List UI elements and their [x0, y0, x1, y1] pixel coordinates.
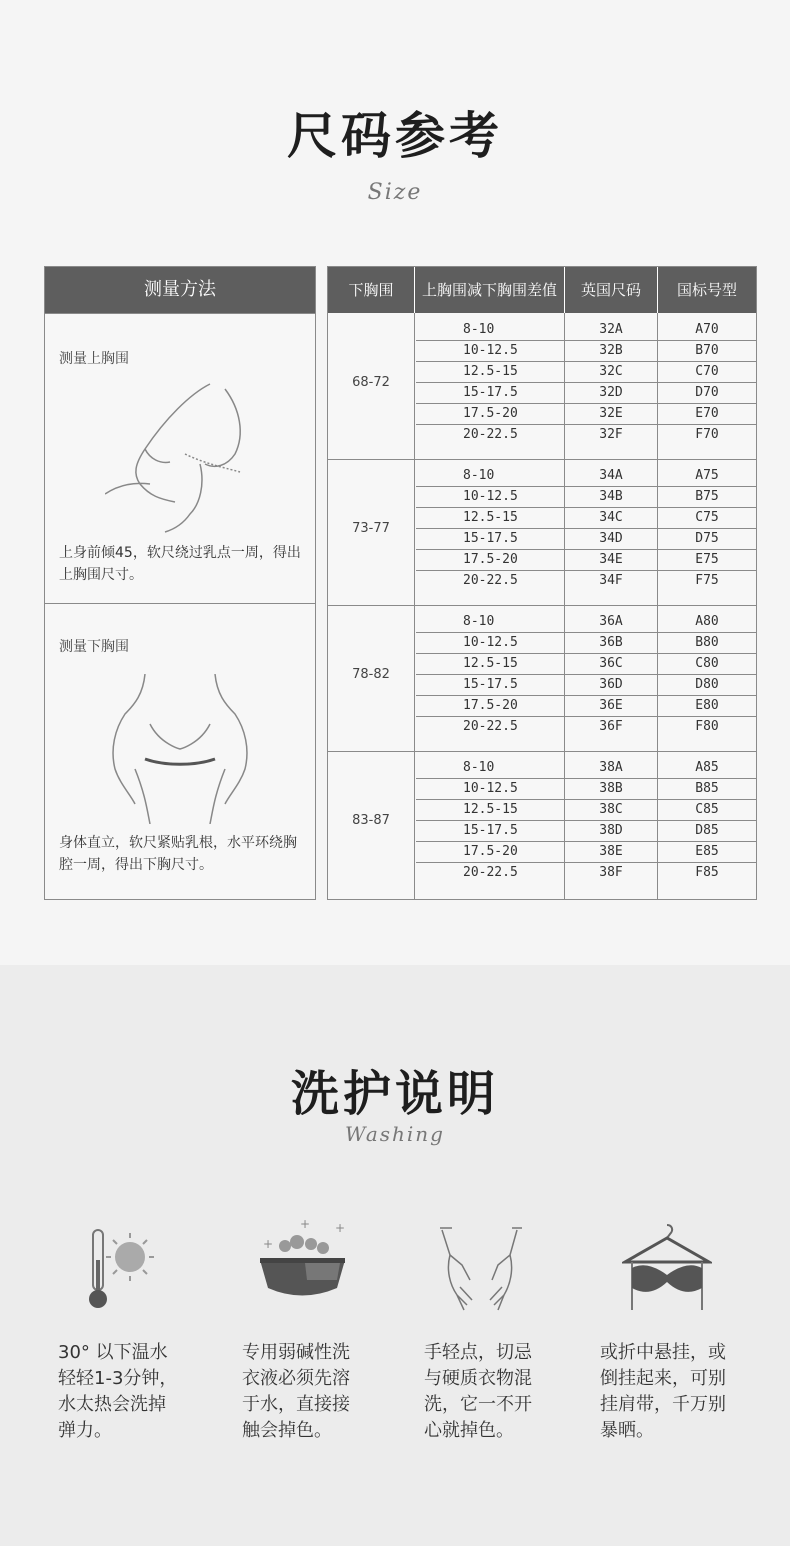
cn-size-cell: A85 [695, 760, 719, 775]
wash-item-water: 30° 以下温水 轻轻1-3分钟， 水太热会洗掉 弹力。 [58, 1342, 178, 1441]
uk-size-cell: 38C [599, 802, 623, 817]
header-uk-size: 英国尺码 [565, 267, 657, 313]
difference-cell: 17.5-20 [463, 844, 518, 859]
uk-size-cell: 32E [599, 406, 623, 421]
upper-bust-figure-icon [105, 374, 255, 534]
lower-bust-figure-icon [105, 674, 255, 824]
uk-size-cell: 34E [599, 552, 623, 567]
measure-upper-desc: 上身前倾45，软尺绕过乳点一周，得出上胸围尺寸。 [59, 545, 301, 583]
difference-cell: 12.5-15 [463, 364, 518, 379]
difference-cell: 8-10 [463, 468, 495, 483]
uk-size-cell: 32C [599, 364, 623, 379]
measure-lower-label: 测量下胸围 [59, 639, 129, 655]
svg-text:+: + [300, 1218, 311, 1231]
cn-size-cell: F80 [695, 719, 719, 734]
wash-item-detergent: 专用弱碱性洗 衣液必须先溶 于水，直接接 触会掉色。 [242, 1342, 350, 1441]
cn-size-cell: C80 [695, 656, 719, 671]
uk-size-cell: 38F [599, 865, 623, 880]
measure-header: 测量方法 [45, 267, 315, 313]
difference-cell: 15-17.5 [463, 531, 518, 546]
wash-basin-icon [255, 1218, 350, 1308]
cn-size-cell: F75 [695, 573, 719, 588]
difference-cell: 15-17.5 [463, 677, 518, 692]
under-bust-range: 68-72 [352, 375, 390, 390]
size-title: 尺码参考 [287, 107, 503, 165]
cn-size-cell: A75 [695, 468, 719, 483]
under-bust-range: 83-87 [352, 813, 390, 828]
measure-lower-cell [45, 603, 315, 900]
difference-cell: 20-22.5 [463, 865, 518, 880]
uk-size-cell: 38D [599, 823, 623, 838]
difference-cell: 17.5-20 [463, 406, 518, 421]
uk-size-cell: 36C [599, 656, 623, 671]
under-bust-range: 78-82 [352, 667, 390, 682]
measure-lower-desc: 身体直立，软尺紧贴乳根，水平环绕胸腔一周，得出下胸尺寸。 [59, 835, 297, 873]
difference-cell: 8-10 [463, 614, 495, 629]
uk-size-cell: 32F [599, 427, 623, 442]
svg-text:+: + [335, 1221, 346, 1235]
difference-cell: 17.5-20 [463, 552, 518, 567]
difference-cell: 17.5-20 [463, 698, 518, 713]
cn-size-cell: E80 [695, 698, 719, 713]
uk-size-cell: 34F [599, 573, 623, 588]
difference-cell: 20-22.5 [463, 427, 518, 442]
cn-size-cell: C70 [695, 364, 719, 379]
cn-size-cell: B75 [695, 489, 719, 504]
uk-size-cell: 32A [599, 322, 623, 337]
cn-size-cell: A80 [695, 614, 719, 629]
uk-size-cell: 36D [599, 677, 623, 692]
cn-size-cell: D85 [695, 823, 719, 838]
uk-size-cell: 38A [599, 760, 623, 775]
uk-size-cell: 36A [599, 614, 623, 629]
wash-item-handwash: 手轻点，切忌 与硬质衣物混 洗，它一不开 心就掉色。 [424, 1342, 532, 1441]
difference-cell: 12.5-15 [463, 510, 518, 525]
under-bust-range: 73-77 [352, 521, 390, 536]
cn-size-cell: B70 [695, 343, 719, 358]
difference-cell: 10-12.5 [463, 635, 518, 650]
size-table [327, 266, 757, 900]
wash-subtitle: Washing [345, 1122, 445, 1146]
uk-size-cell: 36F [599, 719, 623, 734]
uk-size-cell: 34D [599, 531, 623, 546]
cn-size-cell: F85 [695, 865, 719, 880]
measure-table [44, 266, 316, 900]
header-difference: 上胸围减下胸围差值 [415, 267, 564, 313]
cn-size-cell: C85 [695, 802, 719, 817]
cn-size-cell: E75 [695, 552, 719, 567]
cn-size-cell: E70 [695, 406, 719, 421]
difference-cell: 12.5-15 [463, 656, 518, 671]
svg-text:+: + [263, 1237, 274, 1251]
size-subtitle: Size [367, 180, 423, 205]
uk-size-cell: 36E [599, 698, 623, 713]
cn-size-cell: B80 [695, 635, 719, 650]
hands-icon [432, 1225, 532, 1320]
thermometer-sun-icon [85, 1225, 165, 1315]
uk-size-cell: 36B [599, 635, 623, 650]
cn-size-cell: B85 [695, 781, 719, 796]
header-cn-size: 国标号型 [658, 267, 756, 313]
difference-cell: 20-22.5 [463, 573, 518, 588]
uk-size-cell: 34A [599, 468, 623, 483]
wash-title: 洗护说明 [290, 1066, 499, 1122]
cn-size-cell: D80 [695, 677, 719, 692]
difference-cell: 15-17.5 [463, 823, 518, 838]
cn-size-cell: E85 [695, 844, 719, 859]
cn-size-cell: C75 [695, 510, 719, 525]
uk-size-cell: 38E [599, 844, 623, 859]
uk-size-cell: 34C [599, 510, 623, 525]
difference-cell: 8-10 [463, 760, 495, 775]
cn-size-cell: F70 [695, 427, 719, 442]
uk-size-cell: 32D [599, 385, 623, 400]
difference-cell: 10-12.5 [463, 781, 518, 796]
difference-cell: 10-12.5 [463, 489, 518, 504]
difference-cell: 10-12.5 [463, 343, 518, 358]
measure-upper-label: 测量上胸围 [59, 351, 129, 367]
uk-size-cell: 34B [599, 489, 623, 504]
difference-cell: 15-17.5 [463, 385, 518, 400]
hanger-bra-icon [622, 1220, 712, 1320]
cn-size-cell: D70 [695, 385, 719, 400]
uk-size-cell: 38B [599, 781, 623, 796]
difference-cell: 8-10 [463, 322, 495, 337]
difference-cell: 20-22.5 [463, 719, 518, 734]
cn-size-cell: D75 [695, 531, 719, 546]
header-under-bust: 下胸围 [328, 267, 414, 313]
wash-item-drying: 或折中悬挂，或 倒挂起来，可别 挂肩带，千万别 暴晒。 [600, 1342, 726, 1441]
difference-cell: 12.5-15 [463, 802, 518, 817]
uk-size-cell: 32B [599, 343, 623, 358]
cn-size-cell: A70 [695, 322, 719, 337]
measure-upper-cell [45, 313, 315, 604]
